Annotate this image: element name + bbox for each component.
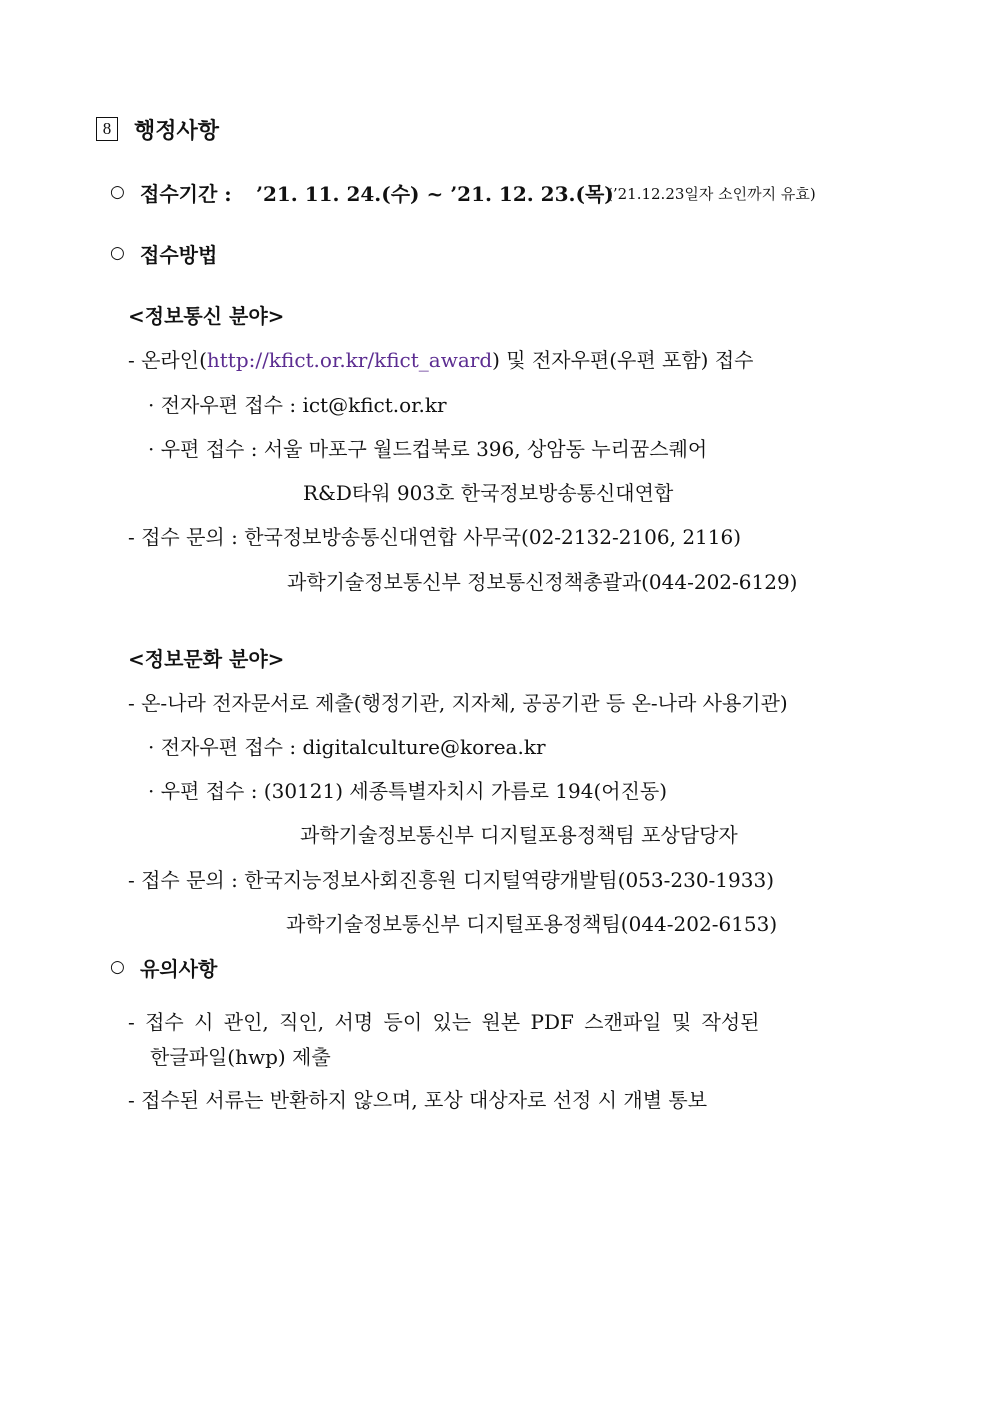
ict-inquiry-line: - 접수 문의 : 한국정보방송통신대연합 사무국(02-2132-2106, 2116) (128, 525, 742, 549)
culture-inquiry-line: - 접수 문의 : 한국지능정보사회진흥원 디지털역량개발팀(053-230-1933) (128, 868, 775, 892)
reception-period-label: 접수기간 : (140, 182, 232, 206)
culture-inquiry-cont: 과학기술정보통신부 디지털포용정책팀(044-202-6153) (286, 912, 778, 936)
ict-inquiry-cont: 과학기술정보통신부 정보통신정책총괄과(044-202-6129) (287, 570, 798, 594)
ict-heading: <정보통신 분야> (128, 304, 285, 328)
ict-online-suffix: ) 및 전자우편(우편 포함) 접수 (492, 348, 754, 372)
section-number-box: 8 (96, 117, 118, 141)
reception-period-note: (’21.12.23일자 소인까지 유효) (607, 185, 816, 203)
notes-item-1-cont: 한글파일(hwp) 제출 (150, 1045, 331, 1069)
culture-submit-line: - 온-나라 전자문서로 제출(행정기관, 지자체, 공공기관 등 온-나라 사용기관) (128, 691, 788, 715)
culture-email-line: · 전자우편 접수 : digitalculture@korea.kr (148, 735, 546, 759)
ict-online-link[interactable]: http://kfict.or.kr/kfict_award (206, 348, 493, 372)
ict-post-address-cont: R&D타워 903호 한국정보방송통신대연합 (303, 481, 674, 505)
notes-item-1: - 접수 시 관인, 직인, 서명 등이 있는 원본 PDF 스캔파일 및 작성된 (128, 1010, 760, 1034)
culture-post-address-cont: 과학기술정보통신부 디지털포용정책팀 포상담당자 (300, 823, 738, 847)
culture-heading: <정보문화 분야> (128, 647, 285, 671)
culture-post-line: · 우편 접수 : (30121) 세종특별자치시 가름로 194(어진동) (148, 779, 668, 803)
reception-method-label: 접수방법 (140, 243, 218, 267)
ict-online-line (128, 344, 753, 373)
reception-period-dates: ’21. 11. 24.(수) ~ ’21. 12. 23.(목) (256, 182, 614, 206)
bullet-circle: ○ (110, 957, 125, 977)
bullet-circle: ○ (110, 182, 125, 202)
ict-email-line: · 전자우편 접수 : ict@kfict.or.kr (148, 393, 447, 417)
section-title: 행정사항 (134, 118, 220, 144)
ict-post-line: · 우편 접수 : 서울 마포구 월드컵북로 396, 상암동 누리꿈스퀘어 (148, 437, 708, 461)
notes-label: 유의사항 (140, 957, 218, 981)
bullet-circle: ○ (110, 243, 125, 263)
ict-online-prefix: - 온라인( (128, 348, 207, 372)
notes-item-2: - 접수된 서류는 반환하지 않으며, 포상 대상자로 선정 시 개별 통보 (128, 1088, 708, 1112)
